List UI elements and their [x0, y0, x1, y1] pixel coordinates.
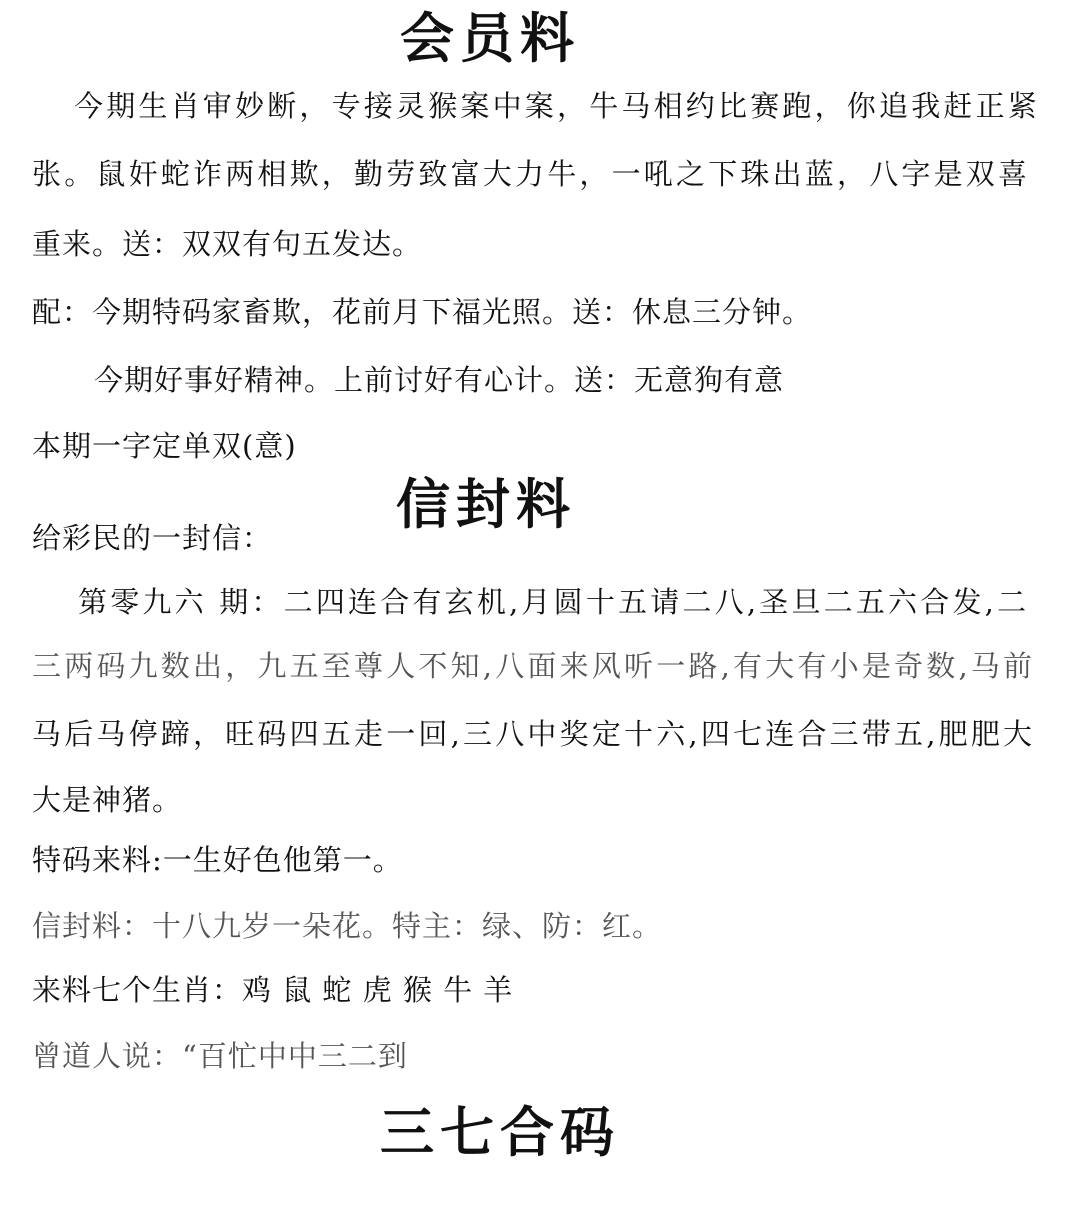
member-line-6: 本期一字定单双(意): [32, 429, 297, 463]
member-line-4: 配：今期特码家畜欺，花前月下福光照。送：休息三分钟。: [32, 295, 813, 329]
letter-line-8: 来料七个生肖：鸡 鼠 蛇 虎 猴 牛 羊: [32, 973, 514, 1007]
letter-section-title: 信封料: [396, 472, 576, 536]
letter-line-5: 大是神猪。: [32, 783, 183, 817]
member-section-title: 会员料: [400, 6, 580, 70]
letter-line-9: 曾道人说：“百忙中中三二到: [32, 1039, 408, 1073]
letter-line-3: 三两码九数出，九五至尊人不知,八面来风听一路,有大有小是奇数,马前: [32, 649, 1036, 683]
member-line-2: 张。鼠奸蛇诈两相欺，勤劳致富大力牛，一吼之下珠出蓝，八字是双喜: [32, 157, 1031, 191]
letter-line-1: 给彩民的一封信：: [32, 521, 273, 555]
letter-line-7: 信封料：十八九岁一朵花。特主：绿、防：红。: [32, 909, 663, 943]
member-line-5: 今期好事好精神。上前讨好有心计。送：无意狗有意: [94, 363, 785, 397]
member-line-1: 今期生肖审妙断，专接灵猴案中案，牛马相约比赛跑，你追我赶正紧: [74, 89, 1041, 123]
letter-line-2: 第零九六 期：二四连合有玄机,月圆十五请二八,圣旦二五六合发,二: [78, 585, 1030, 619]
member-line-3: 重来。送：双双有句五发达。: [32, 227, 423, 261]
letter-line-4: 马后马停蹄，旺码四五走一回,三八中奖定十六,四七连合三带五,肥肥大: [32, 717, 1036, 751]
combo-section-title: 三七合码: [380, 1100, 620, 1164]
letter-line-6: 特码来料:一生好色他第一。: [32, 843, 403, 877]
